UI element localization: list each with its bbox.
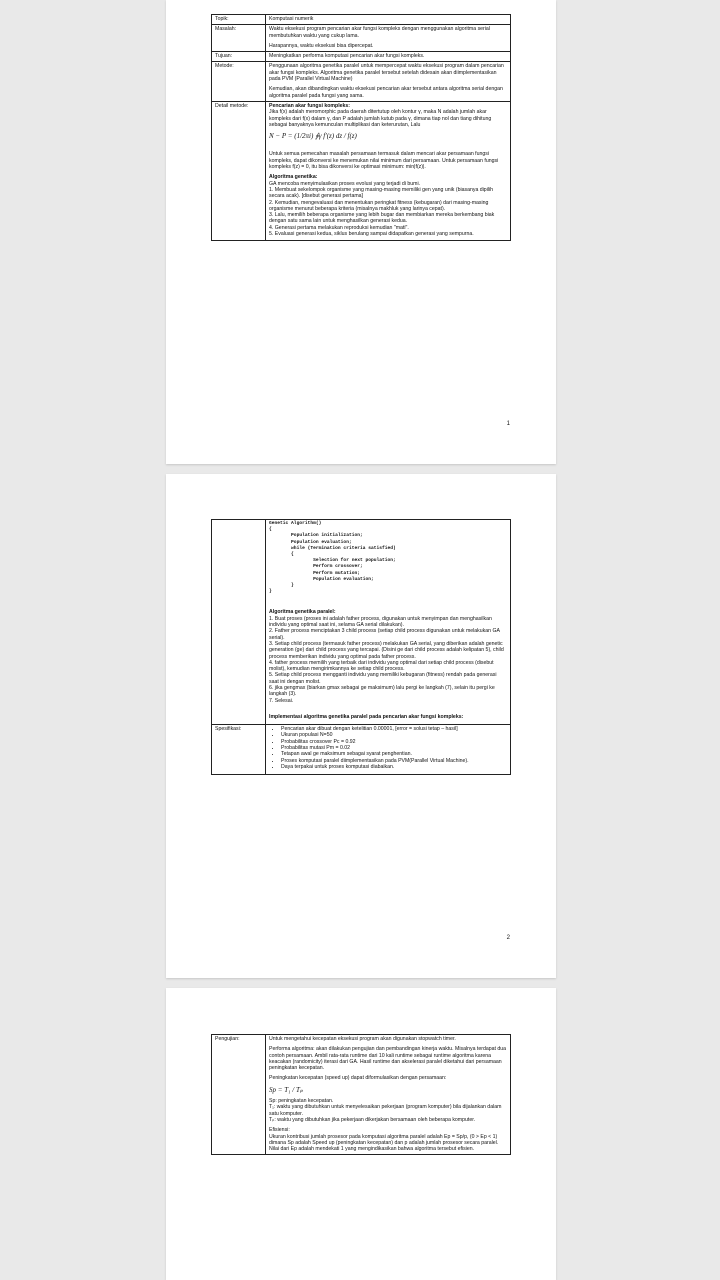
page-number: 2 xyxy=(506,935,510,941)
section-title: Pencarian akar fungsi kompleks: xyxy=(269,102,351,109)
list-item: • Ukuran populasi N=50 xyxy=(281,732,507,738)
list-item: 2. Father process menciptakan 3 child process (setiap child process digunakan untuk melakukan GA serial). xyxy=(269,628,500,641)
row-text: Kemudian, akan dibandingkan waktu eksekusi pencarian akar tersebut antara algoritma serial dengan algoritma paralel pada fungsi yang sama. xyxy=(269,86,503,99)
list-item: • Daya terpakai untuk proses komputasi diabaikan. xyxy=(281,764,507,770)
row-text: Komputasi numerik xyxy=(269,16,314,22)
research-proposal-table-continued xyxy=(211,519,511,775)
list-item: 4. Generasi pertama melakukan reproduksi kemudian "mati". xyxy=(269,224,409,231)
list-item: • Pencarian akar dibuat dengan ketelitian 0.00001, [error = solusi tetap – hasil] xyxy=(281,726,507,732)
row-label: Metode: xyxy=(212,62,266,101)
list-item: 3. Setiap child process (termasuk father process) melakukan GA serial, yang diberikan adalah genetic generation (ge) dari child process yang tercapai. (Disini ge dari child process adalah kelipatan 5), child process memberikan individu yang optimal pada father process. xyxy=(269,640,504,660)
specification-list xyxy=(269,726,507,770)
row-label: Topik: xyxy=(212,15,266,25)
page-number: 1 xyxy=(506,421,510,427)
row-label: Detail metode: xyxy=(212,101,266,240)
row-text: Waktu eksekusi program pencarian akar fungsi kompleks dengan menggunakan algoritma serial membutuhkan waktu yang cukup lama. xyxy=(269,26,490,39)
row-text: Harapannya, waktu eksekusi bisa dipercepat. xyxy=(269,42,374,49)
document-page-1 xyxy=(166,0,556,464)
table-row-detail-metode xyxy=(212,101,511,240)
list-item: 1. Buat proses (proses ini adalah father process, digunakan untuk menyimpan dan menghasilkan individu yang optimal saat ini, selama GA serial dilakukan). xyxy=(269,615,492,629)
genetic-algorithm-pseudocode: Genetic Algorithm() { Population initialization; Population evaluation; while (Termination criteria satisfied) { Selection for next population; Perform crossover; Perform mutation; Population evaluation; } } xyxy=(269,521,396,595)
list-item: 5. Setiap child process mengganti individu yang memiliki kebugaran (fitness) rendah pada generasi saat ini dengan molist. xyxy=(269,672,497,685)
list-item: • Probabilitas crossover Pc = 0.92 xyxy=(281,739,507,745)
table-row-detail-continued xyxy=(212,520,511,725)
document-page-2 xyxy=(166,474,556,978)
list-item: • Tetapan awal ge maksimum sebagai syarat penghentian. xyxy=(281,751,507,757)
speedup-formula: Sp = T₁ / Tₚ xyxy=(269,1085,303,1094)
paragraph: Jika f(x) adalah meromorphic pada daerah ditertutup oleh kontur γ, maka N adalah jumlah akar kompleks dari f(x) dalam γ, dan P adalah jumlah kutub pada γ, dimana tiap nol dan tiang dihitung sebagai banyaknya kemunculan multiplikasi dan keterurutan, Lalu xyxy=(269,109,492,128)
argument-principle-formula: N − P = (1/2πi) ∮γ f′(z) dz / f(z) xyxy=(269,132,357,141)
row-label: Tujuan: xyxy=(212,52,266,62)
list-item: 6. jika gengmax (biarkan gmax sebagai ge maksimum) lalu pergi ke langkah (7), selain itu pergi ke langkah (3). xyxy=(269,685,495,698)
list-item: • Probabilitas mutasi Pm = 0.02 xyxy=(281,745,507,751)
list-item: • Proses komputasi paralel diimplementasikan pada PVM(Parallel Virtual Machine). xyxy=(281,758,507,764)
row-label: Masalah: xyxy=(212,25,266,52)
list-item: 2. Kemudian, mengevaluasi dan menentukan peringkat fitness (kebugaran) dari masing-masing organisme menurut beberapa kriteria (misalnya makhluk yang larinya cepat). xyxy=(269,199,489,212)
definition-item: Sp: peningkatan kecepatan. xyxy=(269,1098,334,1105)
table-row-metode xyxy=(212,62,511,101)
research-proposal-table-continued xyxy=(211,1034,511,1155)
row-text: Meningkatkan performa komputasi pencarian akar fungsi kompleks. xyxy=(269,53,425,60)
section-title: Algoritma genetika: xyxy=(269,174,318,181)
list-item: 4. father process memilih yang terbaik dari individu yang optimal dari setiap child process (disebut molist), kemudian mengirimkannya ke setiap child process. xyxy=(269,659,494,673)
paragraph: Untuk mengetahui kecepatan eksekusi program akan digunakan stopwatch timer. xyxy=(269,1036,456,1042)
definition-item: Tₚ: waktu yang dibutuhkan jika pekerjaan dikerjakan bersamaan oleh beberapa komputer. xyxy=(269,1116,476,1123)
section-title: Efisiensi: xyxy=(269,1127,290,1134)
document-page-3 xyxy=(166,988,556,1280)
table-row-tujuan xyxy=(212,52,511,62)
table-row-spesifikasi xyxy=(212,725,511,775)
table-row-topik xyxy=(212,15,511,25)
section-title: Implementasi algoritma genetika paralel pada pencarian akar fungsi kompleks: xyxy=(269,713,464,720)
table-row-pengujian xyxy=(212,1035,511,1155)
section-title: Algoritma genetika paralel: xyxy=(269,609,336,616)
list-item: 7. Selesai. xyxy=(269,697,294,704)
paragraph: Performa algoritma: akan dilakukan pengujian dan pembandingan kinerja waktu. Misalnya terdapat dua contoh persamaan. Ambil rata-rata runtime dari 10 kali runtime sebagai runtime algoritma karena keacakan (randomicity) iterasi dari GA. Hasil runtime dan akselerasi paralel diketahui dari persamaan peningkatan kecepatan. xyxy=(269,1046,507,1072)
paragraph: Untuk semua pemecahan masalah persamaan termasuk dalam mencari akar persamaan fungsi kompleks, dapat dikonversi ke menemukan nilai minimum dari persamaan. Untuk persamaan fungsi kompleks f(z) = 0, itu bisa dikonversi ke optimasi minimum: min|f(z)|. xyxy=(269,151,499,171)
list-item: 3. Lalu, memilih beberapa organisme yang lebih bugar dan membiarkan mereka berkembang biak dengan satu sama lain untuk menghasilkan generasi kedua. xyxy=(269,212,495,225)
list-item: 1. Membuat sekelompok organisme yang masing-masing memiliki gen yang unik (biasanya dipilih secara acak). [disebut generasi pertama] xyxy=(269,186,494,200)
list-item: 5. Evaluasi generasi kedua, siklus berulang sampai didapatkan generasi yang sempurna. xyxy=(269,231,474,238)
row-text: Penggunaan algoritma genetika paralel untuk mempercepat waktu eksekusi program dalam pencarian akar fungsi kompleks. Algoritma genetika paralel tersebut setelah didesain akan diimplementasikan pada PVM (Parallel Virtual Machine) xyxy=(269,63,504,83)
research-proposal-table xyxy=(211,14,511,241)
paragraph: Ukuran kontribusi jumlah prosesor pada komputasi algoritma paralel adalah Ep = Sp/p, (0 > Ep < 1) dimana Sp adalah Speed up (peningkatan kecepatan) dan p adalah jumlah prosesor secara paralel. Nilai dari Ep adalah mendekati 1 yang mengindikasikan bahwa algoritma tersebut efisien. xyxy=(269,1133,499,1153)
paragraph: Peningkatan kecepatan (speed up) dapat diformulasikan dengan persamaan: xyxy=(269,1075,447,1082)
row-label: Spesifikasi: xyxy=(212,725,266,775)
list-item: GA mencoba menyimulasikan proses evolusi yang terjadi di bumi. xyxy=(269,180,421,187)
table-row-masalah xyxy=(212,25,511,52)
row-label: Pengujian: xyxy=(212,1035,266,1155)
definition-item: T₁: waktu yang dibutuhkan untuk menyelesaikan pekerjaan (program komputer) bila dijalankan dalam satu komputer. xyxy=(269,1104,502,1117)
